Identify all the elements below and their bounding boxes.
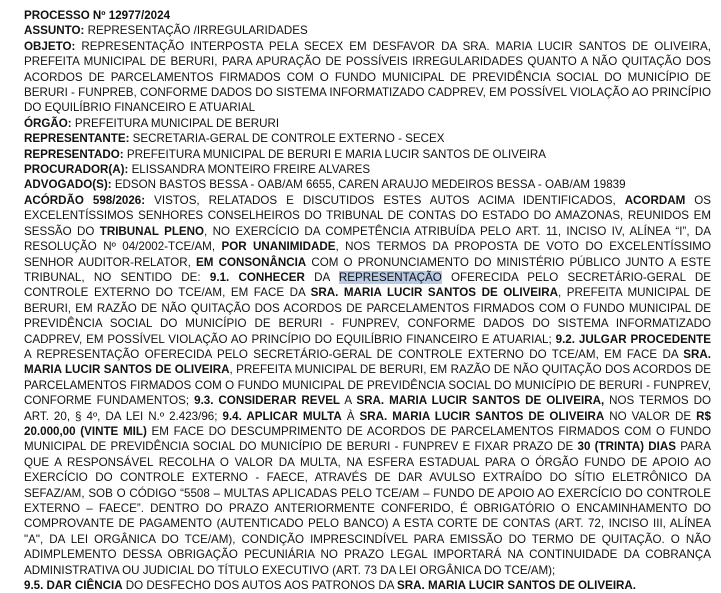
fine-amount: R$ 20.000,00 (VINTE MIL) <box>24 409 711 438</box>
acordao-text: , PREFEITA MUNICIPAL DE BERURI, EM RAZÃO DE NÃO QUITAÇÃO DOS ACORDOS DE PARCELAMENTOS FIRMADOS COM O FUNDO MUNICIPAL DE PREVIDÊNCIA SOCIAL DO MUNICÍPIO DE BERURI - FUNPREV, CONFORME DADOS DO SISTEMA INFORMATIZADO CADPREV, EM POSSÍVEL VIOLAÇÃO AO PRINCÍPIO DO EQUILÍBRIO FINANCEIRO E ATUARIAL; <box>24 286 711 346</box>
representante-label: REPRESENTANTE: <box>24 132 130 146</box>
acordao-text: OS EXCELENTÍSSIMOS SENHORES CONSELHEIROS DO TRIBUNAL DE CONTAS DO ESTADO DO AMAZONAS, REUNIDOS EM SESSÃO DO <box>24 193 711 238</box>
procurador-value: ELISSANDRA MONTEIRO FREIRE ALVARES <box>128 163 371 177</box>
acordao-text: , NOS TERMOS DA PROPOSTA DE VOTO DO EXCELENTÍSSIMO SENHOR AUDITOR-RELATOR, <box>24 240 711 269</box>
acordao-bold: TRIBUNAL PLENO <box>99 224 205 238</box>
acordao-text: PARA QUE A RESPONSÁVEL RECOLHA O VALOR DA MULTA, NA ESFERA ESTADUAL PARA O ÓRGÃO FUNDO DE APOIO AO EXERCÍCIO DO CONTROLE EXTERNO - FAECE, ATRAVÉS DE DAR AVULSO EXTRAÍDO DO SÍTIO ELETRÔNICO DA SEFAZ/AM, SOB O CÓDIGO “5508 – MULTAS APLICADAS PELO TCE/AM – FUNDO DE APOIO AO EXERCÍCIO DO CONTROLE EXTERNO – FAECE”. DENTRO DO PRAZO ANTERIORMENTE CONFERIDO, É OBRIGATÓRIO O ENCAMINHAMENTO DO COMPROVANTE DE PAGAMENTO (AUTENTICADO PELO BANCO) A ESTA CORTE DE CONTAS (ART. 72, INCISO III, ALÍNEA "A", DA LEI ORGÂNICA DO TCE/AM), CONDIÇÃO IMPRESCINDÍVEL PARA EMISSÃO DO TERMO DE QUITAÇÃO. O NÃO ADIMPLEMENTO DESSA OBRIGAÇÃO PECUNIÁRIA NO PRAZO LEGAL IMPORTARÁ NA CONTINUIDADE DA COBRANÇA ADMINISTRATIVA OU JUDICIAL DO TÍTULO EXECUTIVO (ART. 73 DA LEI ORGÂNICA DO TCE/AM); <box>24 440 711 577</box>
procurador-label: PROCURADOR(A): <box>24 163 129 177</box>
item-9-5-heading: 9.5. DAR CIÊNCIA <box>24 579 123 593</box>
acordao-bold: EM CONSONÂNCIA <box>196 255 307 269</box>
acordao-text: EM FACE DO DESCUMPRIMENTO DE ACORDOS DE PARCELAMENTOS FIRMADOS COM O FUNDO MUNICIPAL DE PREVIDÊNCIA SOCIAL DO MUNICÍPIO DE BERURI - FUNPREV E FIXAR PRAZO DE <box>24 424 711 454</box>
item-9-3-heading: 9.3. CONSIDERAR REVEL <box>194 394 341 408</box>
acordao-text: DA <box>304 270 339 284</box>
acordao-text: COM O PRONUNCIAMENTO DO MINISTÉRIO PÚBLICO JUNTO A ESTE TRIBUNAL, NO SENTIDO DE: <box>24 255 711 284</box>
representante-field <box>24 131 711 146</box>
acordao-text: , PREFEITA MUNICIPAL DE BERURI, EM RAZÃO DE NÃO QUITAÇÃO DOS ACORDOS DE PARCELAMENTOS FIRMADOS COM O FUNDO MUNICIPAL DE PREVIDÊNCIA SOCIAL DO MUNICÍPIO DE BERURI - FUNPREV, CONFORME FUNDAMENTOS; <box>24 363 711 408</box>
acordao-bold: ACORDAM <box>624 193 686 207</box>
acordao-text: NOS TERMOS DO ART. 20, § 4º, DA LEI N.º 2.423/96; <box>24 394 711 423</box>
assunto-field <box>24 23 711 38</box>
acordao-bold: SRA. MARIA LUCIR SANTOS DE OLIVEIRA <box>359 409 605 423</box>
acordao-paragraph <box>24 193 711 578</box>
objeto-value: REPRESENTAÇÃO INTERPOSTA PELA SECEX EM DESFAVOR DA SRA. MARIA LUCIR SANTOS DE OLIVEIRA, PREFEITA MUNICIPAL DE BERURI, PARA APURAÇÃO DE POSSÍVEIS IRREGULARIDADES QUANTO A NÃO QUITAÇÃO DOS ACORDOS DE PARCELAMENTOS FIRMADOS COM O FUNDO MUNICIPAL DE PREVIDÊNCIA SOCIAL DO MUNICÍPIO DE BERURI - FUNPREB, CONFORME DADOS DO SISTEMA INFORMATIZADO CADPREV, EM POSSÍVEL VIOLAÇÃO AO PRINCÍPIO DO EQUILÍBRIO FINANCEIRO E ATUARIAL <box>24 39 711 115</box>
acordao-bold: SRA. MARIA LUCIR SANTOS DE OLIVEIRA. <box>397 579 637 593</box>
acordao-text: DO DESFECHO DOS AUTOS AOS PATRONOS DA <box>122 579 398 593</box>
orgao-value: PREFEITURA MUNICIPAL DE BERURI <box>71 116 280 130</box>
assunto-label: ASSUNTO: <box>24 24 85 38</box>
advogados-field <box>24 177 711 192</box>
representado-value: PREFEITURA MUNICIPAL DE BERURI E MARIA LUCIR SANTOS DE OLIVEIRA <box>123 147 547 161</box>
representado-label: REPRESENTADO: <box>24 147 124 161</box>
advogados-label: ADVOGADO(S): <box>24 178 112 192</box>
orgao-field <box>24 116 711 131</box>
procurador-field <box>24 162 711 177</box>
orgao-label: ÓRGÃO: <box>24 116 72 130</box>
acordao-text: À <box>341 409 360 423</box>
advogados-value: EDSON BASTOS BESSA - OAB/AM 6655, CAREN ARAUJO MEDEIROS BESSA - OAB/AM 19839 <box>111 178 626 192</box>
acordao-bold: POR UNANIMIDADE <box>221 240 336 254</box>
representante-value: SECRETARIA-GERAL DE CONTROLE EXTERNO - SECEX <box>129 132 445 146</box>
acordao-label: ACÓRDÃO 598/2026: <box>24 193 146 207</box>
item-9-2-heading: 9.2. JULGAR PROCEDENTE <box>555 332 711 346</box>
selected-text-highlight[interactable]: REPRESENTAÇÃO <box>338 270 442 284</box>
objeto-label: OBJETO: <box>24 39 76 53</box>
acordao-bold: SRA. MARIA LUCIR SANTOS DE OLIVEIRA <box>24 347 711 377</box>
representado-field <box>24 147 711 162</box>
acordao-text: A <box>340 394 357 408</box>
acordao-text: , NO EXERCÍCIO DA COMPETÊNCIA ATRIBUÍDA PELO ART. 11, INCISO IV, ALÍNEA “I”, DA RESOLUÇÃO Nº 04/2002-TCE/AM, <box>24 224 711 254</box>
processo-number: PROCESSO Nº 12977/2024 <box>24 9 171 22</box>
objeto-field <box>24 39 711 116</box>
item-9-5-line <box>24 578 711 593</box>
acordao-bold: SRA. MARIA LUCIR SANTOS DE OLIVEIRA, <box>356 394 605 408</box>
acordao-text: NO VALOR DE <box>604 409 697 423</box>
acordao-bold: SRA. MARIA LUCIR SANTOS DE OLIVEIRA <box>310 286 558 300</box>
acordao-text: VISTOS, RELATADOS E DISCUTIDOS ESTES AUTOS ACIMA IDENTIFICADOS, <box>145 193 625 207</box>
assunto-value: REPRESENTAÇÃO /IRREGULARIDADES <box>84 24 308 38</box>
item-9-4-heading: 9.4. APLICAR MULTA <box>222 409 342 423</box>
item-9-1-heading: 9.1. CONHECER <box>209 270 305 284</box>
acordao-text: A REPRESENTAÇÃO OFERECIDA PELO SECRETÁRIO-GERAL DE CONTROLE EXTERNO DO TCE/AM, EM FACE DA <box>24 347 684 361</box>
deadline: 30 (TRINTA) DIAS <box>577 440 677 454</box>
acordao-text: OFERECIDA PELO SECRETÁRIO-GERAL DE CONTROLE EXTERNO DO TCE/AM, EM FACE DA <box>24 270 711 300</box>
